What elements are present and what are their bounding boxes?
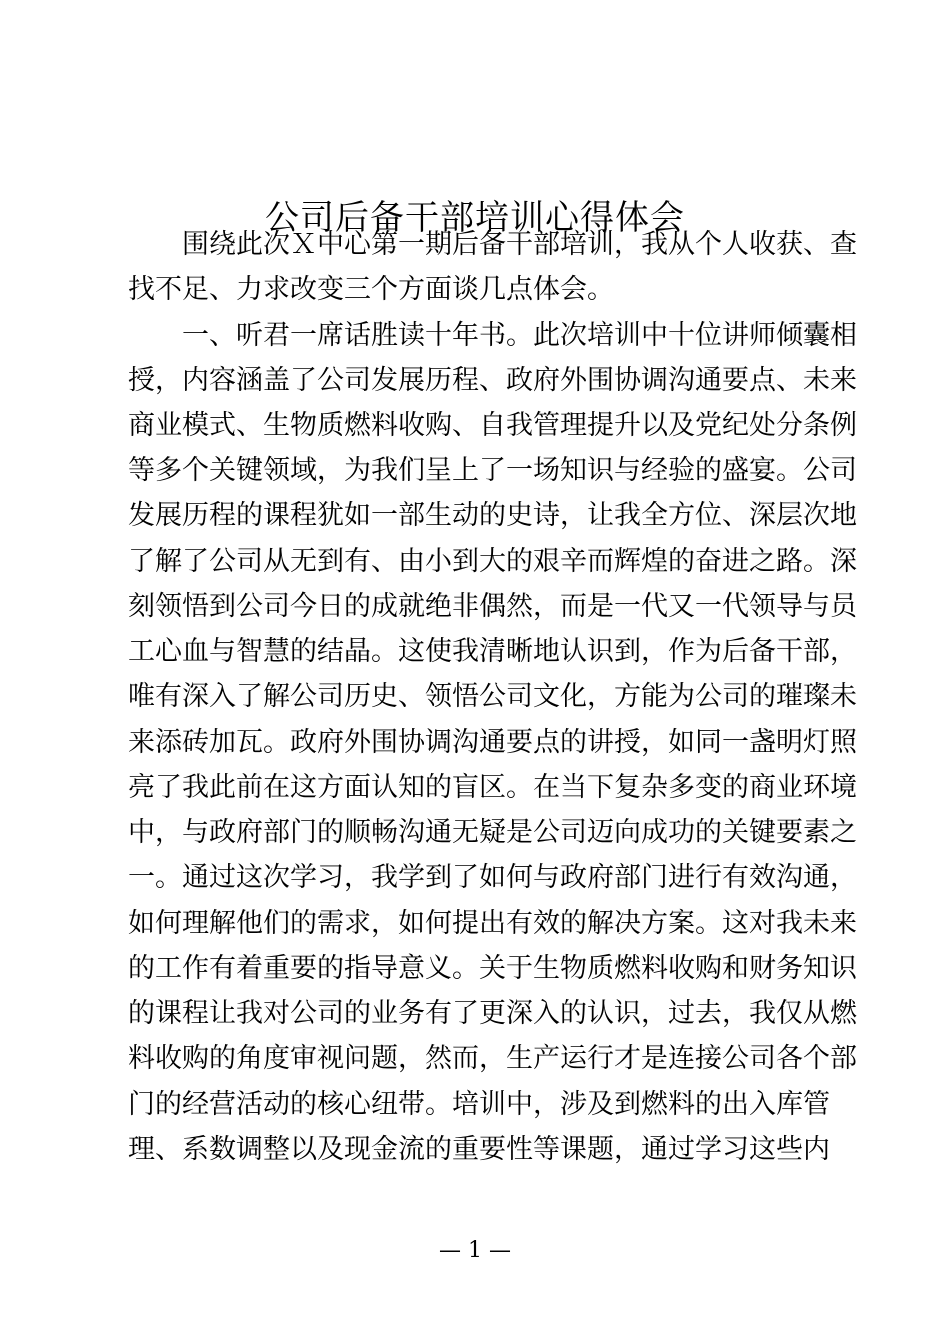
body-line: 料收购的角度审视问题，然而，生产运行才是连接公司各个部 (128, 1043, 857, 1074)
body-line: 商业模式、生物质燃料收购、自我管理提升以及党纪处分条例 (128, 410, 857, 441)
page-number: — 1 — (439, 1238, 511, 1263)
body-line: 刻领悟到公司今日的成就绝非偶然，而是一代又一代领导与员 (128, 591, 857, 622)
body-line: 的课程让我对公司的业务有了更深入的认识，过去，我仅从燃 (128, 998, 857, 1029)
body-line: 找不足、力求改变三个方面谈几点体会。 (128, 274, 614, 305)
body-line: 如何理解他们的需求，如何提出有效的解决方案。这对我未来 (128, 908, 857, 939)
body-line: 理、系数调整以及现金流的重要性等课题，通过学习这些内 (128, 1134, 830, 1165)
body-line: 一。通过这次学习，我学到了如何与政府部门进行有效沟通， (128, 862, 857, 893)
document-title: 公司后备干部培训心得体会 (265, 197, 685, 238)
body-line: 了解了公司从无到有、由小到大的艰辛而辉煌的奋进之路。深 (128, 546, 857, 577)
body-line: 来添砖加瓦。政府外围协调沟通要点的讲授，如同一盏明灯照 (128, 727, 857, 758)
body-line: 工心血与智慧的结晶。这使我清晰地认识到，作为后备干部， (128, 636, 857, 667)
body-line: 亮了我此前在这方面认知的盲区。在当下复杂多变的商业环境 (128, 772, 857, 803)
body-line: 唯有深入了解公司历史、领悟公司文化，方能为公司的璀璨未 (128, 681, 857, 712)
body-line: 发展历程的课程犹如一部生动的史诗，让我全方位、深层次地 (128, 500, 857, 531)
body-line: 一、听君一席话胜读十年书。此次培训中十位讲师倾囊相 (182, 320, 857, 351)
body-line: 授，内容涵盖了公司发展历程、政府外围协调沟通要点、未来 (128, 365, 857, 396)
body-line: 门的经营活动的核心纽带。培训中，涉及到燃料的出入库管 (128, 1089, 830, 1120)
body-line: 中，与政府部门的顺畅沟通无疑是公司迈向成功的关键要素之 (128, 817, 857, 848)
body-line: 的工作有着重要的指导意义。关于生物质燃料收购和财务知识 (128, 953, 857, 984)
body-line: 围绕此次Ｘ中心第一期后备干部培训，我从个人收获、查 (182, 229, 857, 260)
body-line: 等多个关键领域，为我们呈上了一场知识与经验的盛宴。公司 (128, 455, 857, 486)
